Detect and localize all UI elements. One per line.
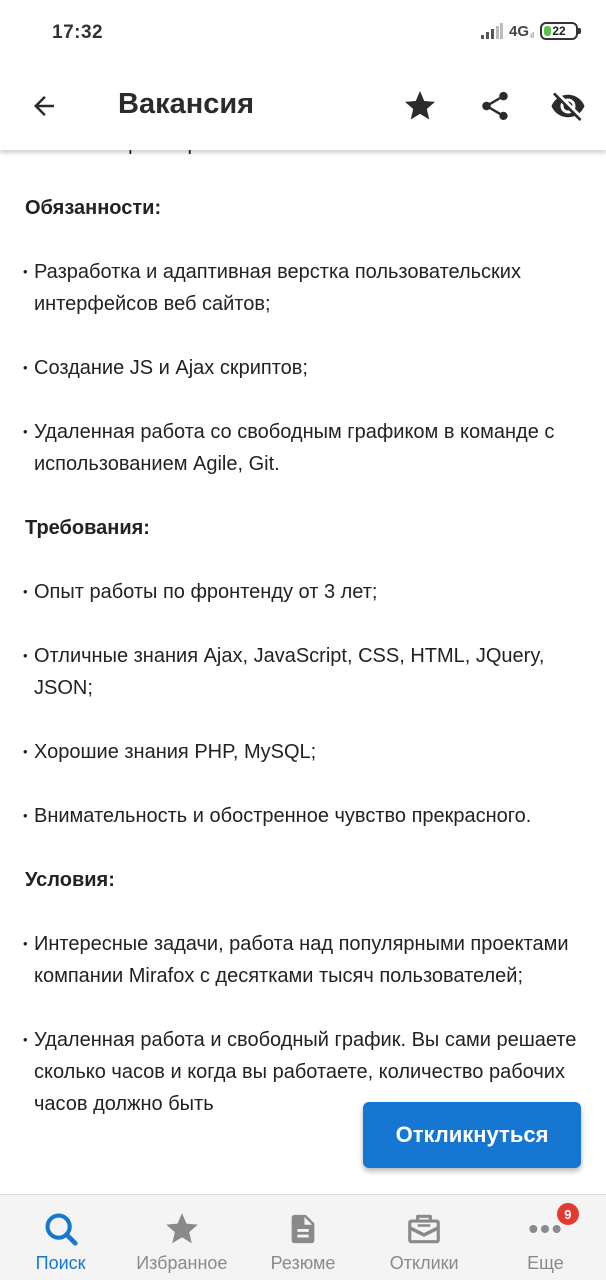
battery-level: 22: [552, 24, 566, 38]
page-title: Вакансия: [118, 88, 255, 120]
section-heading-requirements: Требования:: [25, 517, 150, 539]
back-button[interactable]: [24, 86, 64, 126]
app-bar: [0, 66, 606, 150]
nav-item-resume[interactable]: [242, 1195, 363, 1280]
nav-item-responses[interactable]: [364, 1195, 485, 1280]
inbox-icon: [405, 1210, 443, 1248]
document-icon: [286, 1210, 320, 1248]
list-item: • Удаленная работа со свободным графиком в команде с использованием Agile, Git.: [25, 416, 585, 480]
battery-icon: [540, 22, 578, 40]
network-type: 4G: [508, 22, 529, 40]
status-time: 17:32: [52, 22, 104, 43]
list-item: • Опыт работы по фронтенду от 3 лет;: [25, 576, 585, 608]
nav-label: Еще: [527, 1253, 564, 1273]
hide-button[interactable]: [548, 86, 588, 126]
favorite-button[interactable]: [400, 86, 440, 126]
signal-icon: [481, 23, 503, 39]
nav-label: Поиск: [35, 1253, 86, 1273]
arrow-back-icon: [29, 91, 59, 121]
section-heading-conditions: Условия:: [25, 869, 115, 891]
bottom-nav: [0, 1194, 606, 1280]
list-item: • Хорошие знания PHP, MySQL;: [25, 736, 585, 768]
status-indicators: [481, 22, 578, 40]
section-heading-duties: Обязанности:: [25, 197, 162, 219]
nav-label: Резюме: [270, 1253, 336, 1273]
list-item: • Создание JS и Ajax скриптов;: [25, 352, 585, 384]
search-icon: [42, 1210, 80, 1248]
list-item: • Внимательность и обостренное чувство прекрасного.: [25, 800, 585, 832]
list-item: • Интересные задачи, работа над популярными проектами компании Mirafox с десятками тысяч пользователей;: [25, 928, 585, 992]
status-bar: [0, 0, 606, 66]
notification-badge: 9: [555, 1201, 581, 1227]
share-icon: [478, 89, 512, 123]
visibility-off-icon: [550, 88, 586, 124]
star-icon: [163, 1210, 201, 1248]
star-icon: [402, 88, 438, 124]
nav-item-more[interactable]: [485, 1195, 606, 1280]
nav-item-search[interactable]: [0, 1195, 121, 1280]
nav-item-favorites[interactable]: [121, 1195, 242, 1280]
vacancy-content[interactable]: [0, 150, 606, 1194]
share-button[interactable]: [475, 86, 515, 126]
list-item: • Отличные знания Ajax, JavaScript, CSS, HTML, JQuery, JSON;: [25, 640, 585, 704]
nav-label: Отклики: [389, 1253, 459, 1273]
network-sub: ıl: [530, 30, 534, 40]
respond-button[interactable]: Откликнуться: [363, 1102, 581, 1168]
list-item: • Разработка и адаптивная верстка пользовательских интерфейсов веб сайтов;: [25, 256, 585, 320]
nav-label: Избранное: [136, 1253, 228, 1273]
list-item: • Удаленная работа и свободный график. Вы сами решаете сколько часов и когда вы работаете, количество рабочих часов должно быть: [25, 1024, 585, 1120]
